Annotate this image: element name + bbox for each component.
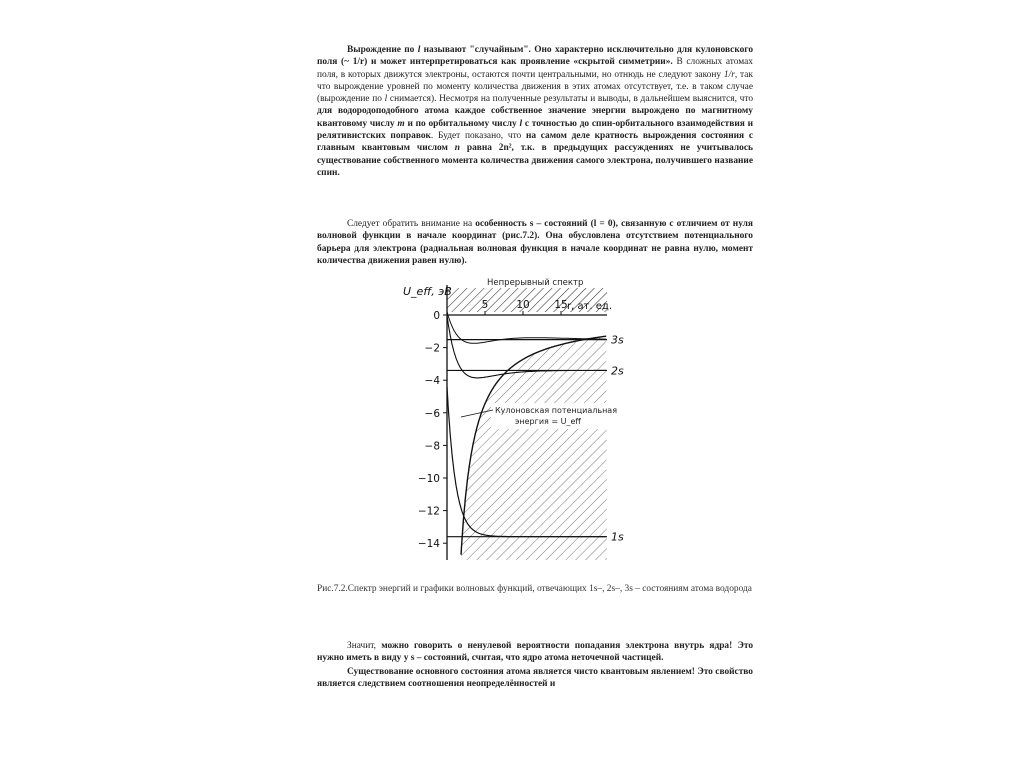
y-tick-label: 0 <box>433 310 440 322</box>
energy-level-label-3s: 3s <box>611 333 624 347</box>
paragraph-conclusion <box>317 640 753 690</box>
y-tick-label: −14 <box>417 538 440 551</box>
y-tick-label: −8 <box>424 440 440 453</box>
text-run: и может интерпретироваться как проявление «скрытой симметрии». <box>367 57 673 68</box>
text-run: для водородоподобного атома каждое собственное значение энергии вырождено по магнитному квантовому числу <box>317 106 753 129</box>
y-ticks <box>418 310 447 550</box>
formula-law: 1/r <box>723 69 735 80</box>
figure-caption: Рис.7.2.Спектр энергий и графики волновых функций, отвечающих 1s–, 2s–, 3s – состояниям атома водорода <box>317 584 752 594</box>
symbol-n: n <box>454 143 460 154</box>
text-run: снимается). Несмотря на полученные результаты и выводы, в дальнейшем выяснится, что <box>387 94 754 105</box>
energy-level-label-2s: 2s <box>611 364 624 378</box>
annotation-line-2: энергия = U_eff <box>515 417 581 426</box>
text-run: равна 2n², т.к. в предыдущих рассуждениях не учитывалось существование собственного момента количества движения самого электрона, получившего название спин. <box>317 143 753 178</box>
text-run: Значит, <box>347 641 382 651</box>
text-run: с точностью до спин-орбитального взаимодействия и релятивистских поправок <box>317 118 753 142</box>
text-run: Вырождение по <box>347 45 418 55</box>
energy-level-label-1s: 1s <box>611 530 624 544</box>
figure-svg <box>395 275 635 575</box>
continuum-label: Непрерывный спектр <box>487 278 584 288</box>
paragraph-s-states <box>317 218 753 267</box>
paragraph-ground-state: Существование основного состояния атома является чисто квантовым явлением! Это свойство является следствием соотношения неопределённостей и <box>317 666 753 689</box>
text-run: Следует обратить внимание на <box>347 219 476 229</box>
text-run: В сложных атомах поля, в которых движутся электроны, остаются почти центральными, но отнюдь не следуют закону <box>317 57 753 80</box>
symbol-m: m <box>397 118 405 129</box>
formula-coulomb: (~ 1/r) <box>341 57 368 68</box>
text-run: . Будет показано, что <box>430 131 526 142</box>
y-tick-label: −6 <box>424 407 440 420</box>
x-axis-label: r, ат. ед. <box>567 301 613 312</box>
paragraph-degeneracy <box>317 44 753 179</box>
annotation-line-1: Кулоновская потенциальная <box>495 406 618 415</box>
symbol-l: l <box>384 94 388 105</box>
text-run: и по орбитальному числу <box>404 118 520 129</box>
bound-region-hatch <box>461 336 607 560</box>
y-axis-label: U_eff, эВ <box>403 285 452 298</box>
symbol-l: l <box>417 45 421 55</box>
symbol-l: l <box>519 118 523 129</box>
y-tick-label: −2 <box>424 342 440 355</box>
energy-spectrum-figure <box>395 275 635 580</box>
text-run: можно говорить о ненулевой вероятности попадания электрона внутрь ядра! Это нужно иметь в виду у s – состояний, считая, что ядро атома неточечной частицей. <box>317 641 754 664</box>
x-tick-label: 10 <box>516 299 530 311</box>
wavefunction-3s <box>447 312 606 344</box>
x-tick-label: 5 <box>481 299 489 311</box>
x-tick-label: 15 <box>554 299 568 311</box>
text-run: , так что вырождение уровней по моменту количества движения в этих атомах отсутствует, т.е. в таком случае (вырождение по <box>317 69 753 105</box>
text-run: называют "случайным". Оно характерно исключительно для кулоновского поля <box>317 45 754 68</box>
y-tick-label: −4 <box>424 375 440 388</box>
y-tick-label: −12 <box>417 505 440 518</box>
y-tick-label: −10 <box>417 473 440 485</box>
text-run: особенность s – состояний (l = 0), связанную с отличием от нуля волновой функции в начале координат (рис.7.2). Она обусловлена отсутствием потенциального барьера для электрона (радиальная волновая функция в начале координат не равна нулю, момент количества движения равен нулю). <box>317 219 753 266</box>
text-run: на самом деле кратность вырождения состояния с главным квантовым числом <box>317 131 753 154</box>
